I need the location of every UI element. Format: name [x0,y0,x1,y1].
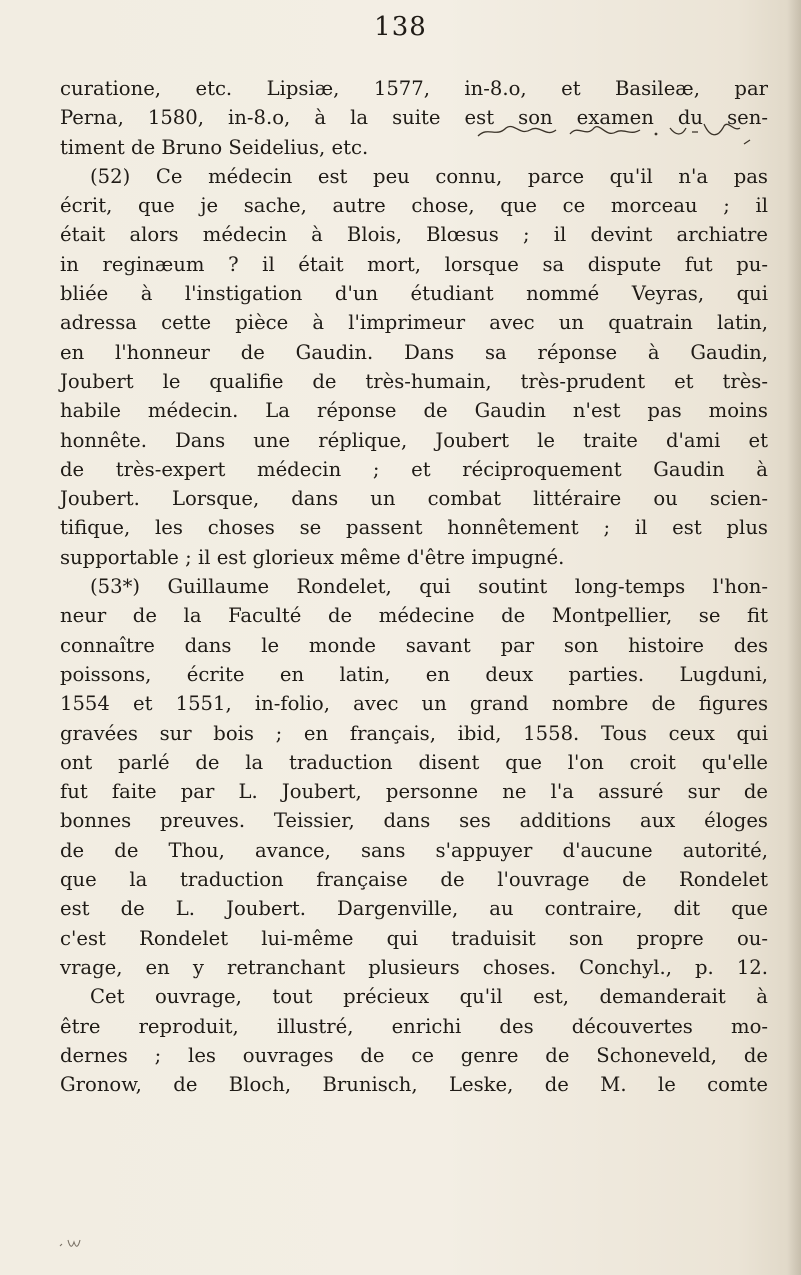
text-line: honnête. Dans une réplique, Joubert le traite d'ami et [60,428,768,452]
text-line: in reginæum ? il était mort, lorsque sa dispute fut pu- [60,252,768,276]
text-line: de très-expert médecin ; et réciproquement Gaudin à [60,457,768,481]
text-line: fut faite par L. Joubert, personne ne l'a assuré sur de [60,780,768,804]
text-line: gravées sur bois ; en français, ibid, 1558. Tous ceux qui [60,721,768,745]
text-line: en l'honneur de Gaudin. Dans sa réponse à Gaudin, [60,340,768,364]
text-line: est de L. Joubert. Dargenville, au contraire, dit que [60,897,768,921]
text-line: 1554 et 1551, in-folio, avec un grand nombre de figures [60,692,768,716]
text-line: que la traduction française de l'ouvrage de Rondelet [60,868,768,892]
text-line: poissons, écrite en latin, en deux parties. Lugduni, [60,662,768,686]
text-line: tifique, les choses se passent honnêtement ; il est plus [60,516,768,540]
text-line: adressa cette pièce à l'imprimeur avec un quatrain latin, [60,311,768,335]
text-line: Gronow, de Bloch, Brunisch, Leske, de M. le comte [60,1073,768,1097]
text-line: Perna, 1580, in-8.o, à la suite est son examen du sen- [60,106,768,130]
text-line: bonnes preuves. Teissier, dans ses additions aux éloges [60,809,768,833]
body-text [60,74,768,1099]
text-line: ont parlé de la traduction disent que l'on croit qu'elle [60,750,768,774]
text-line: timent de Bruno Seidelius, etc. [60,135,369,159]
text-line: (53*) Guillaume Rondelet, qui soutint long-temps l'hon- [90,575,768,599]
text-line: Cet ouvrage, tout précieux qu'il est, demanderait à [90,985,768,1009]
text-line: être reproduit, illustré, enrichi des découvertes mo- [60,1014,768,1038]
text-line: Joubert. Lorsque, dans un combat littéraire ou scien- [60,487,768,511]
text-line: (52) Ce médecin est peu connu, parce qu'il n'a pas [90,164,768,188]
text-line: curatione, etc. Lipsiæ, 1577, in-8.o, et Basileæ, par [60,77,768,100]
text-line: bliée à l'instigation d'un étudiant nommé Veyras, qui [60,282,768,306]
handwritten-annotation [474,118,774,146]
text-line: dernes ; les ouvrages de ce genre de Schoneveld, de [60,1043,768,1067]
margin-mark [56,1236,106,1258]
text-line: de de Thou, avance, sans s'appuyer d'aucune autorité, [60,838,768,862]
text-line: connaître dans le monde savant par son histoire des [60,633,768,657]
page-edge-shadow [787,0,801,1275]
text-line: Joubert le qualifie de très-humain, très-prudent et très- [60,369,768,393]
text-line: c'est Rondelet lui-même qui traduisit son propre ou- [60,926,768,950]
text-line: vrage, en y retranchant plusieurs choses. Conchyl., p. 12. [60,955,768,979]
text-line: écrit, que je sache, autre chose, que ce morceau ; il [60,194,768,218]
text-line: était alors médecin à Blois, Blœsus ; il devint archiatre [60,223,768,247]
text-line: neur de la Faculté de médecine de Montpellier, se fit [60,604,768,628]
text-line: supportable ; il est glorieux même d'être impugné. [60,545,565,569]
text-line: habile médecin. La réponse de Gaudin n'est pas moins [60,399,768,423]
page-number: 138 [374,12,427,42]
